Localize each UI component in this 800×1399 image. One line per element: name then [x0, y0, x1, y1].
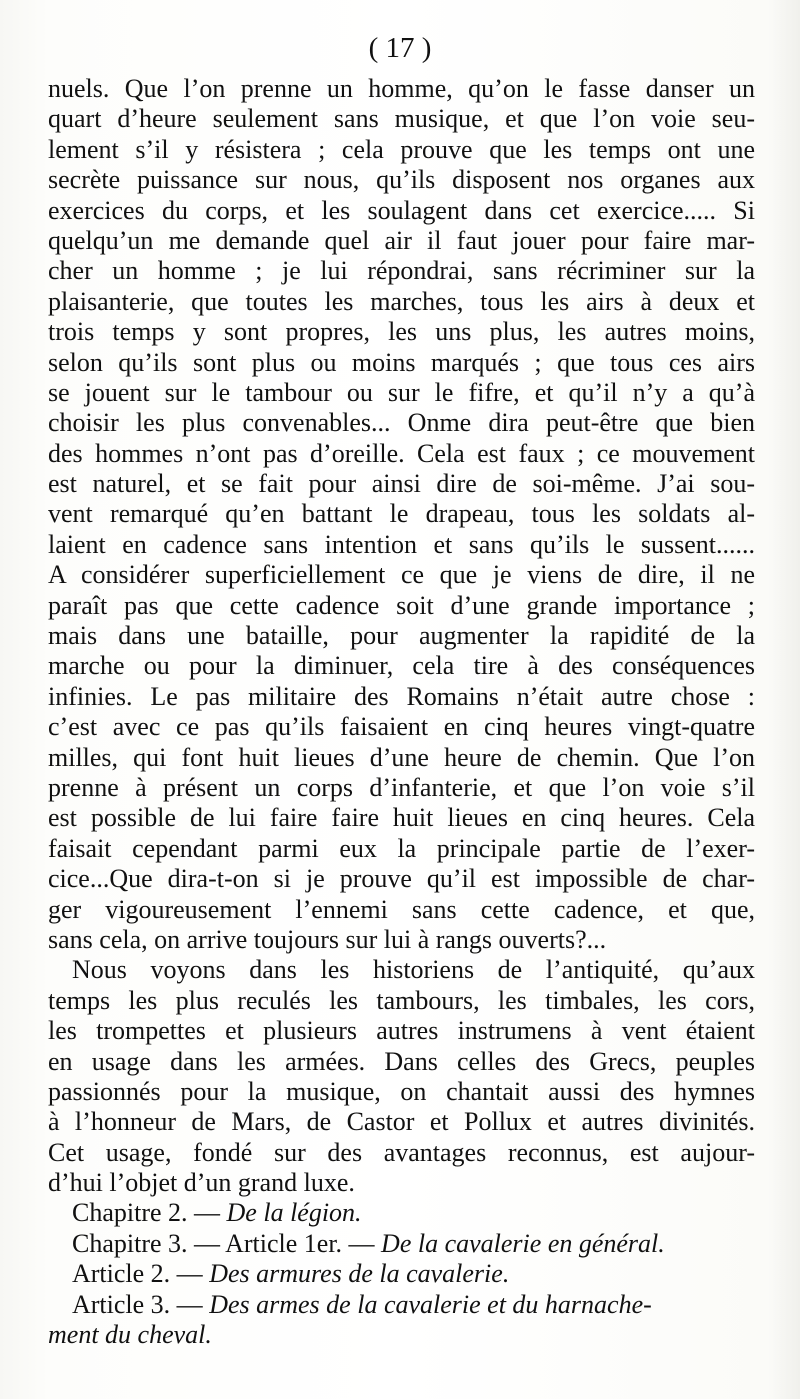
- paragraph-line: temps les plus reculés les tambours, les timbales, les cors,: [48, 985, 755, 1015]
- text-line: faisait cependant parmi eux la principale partie de l’exer-: [48, 833, 755, 863]
- text-line: paraît pas que cette cadence soit d’une grande importance ;: [48, 590, 755, 620]
- text-line: nuels. Que l’on prenne un homme, qu’on le fasse danser un: [48, 74, 755, 103]
- paragraph-line: en usage dans les armées. Dans celles des Grecs, peuples: [48, 1046, 755, 1076]
- toc-title: Des armures de la cavalerie.: [209, 1259, 510, 1289]
- paragraph-line: Cet usage, fondé sur des avantages reconnus, est aujour-: [48, 1137, 755, 1167]
- text-line: se jouent sur le tambour ou sur le fifre, et qu’il n’y a qu’à: [48, 377, 755, 407]
- toc-prefix: Article 2. —: [72, 1259, 210, 1289]
- text-line: est naturel, et se fait pour ainsi dire de soi-même. J’ai sou-: [48, 469, 755, 499]
- toc-entry-article-3: [48, 1290, 755, 1320]
- text-line: plaisanterie, que toutes les marches, tous les airs à deux et: [48, 286, 755, 316]
- toc-title: De la cavalerie en général.: [381, 1228, 665, 1258]
- paragraph-line: Nous voyons dans les historiens de l’antiquité, qu’aux: [72, 955, 755, 985]
- text-line: infinies. Le pas militaire des Romains n’était autre chose :: [48, 681, 755, 711]
- paragraph-line: les trompettes et plusieurs autres instrumens à vent étaient: [48, 1016, 755, 1046]
- body-text: [48, 74, 755, 1350]
- text-line: exercices du corps, et les soulagent dans cet exercice..... Si: [48, 195, 755, 225]
- text-line: lement s’il y résistera ; cela prouve que les temps ont une: [48, 134, 755, 164]
- text-line: A considérer superficiellement ce que je viens de dire, il ne: [48, 560, 755, 590]
- page-number: ( 17 ): [368, 32, 432, 64]
- paragraph-line: d’hui l’objet d’un grand luxe.: [48, 1168, 355, 1198]
- text-line: sans cela, on arrive toujours sur lui à rangs ouverts?...: [48, 924, 607, 954]
- text-line: c’est avec ce pas qu’ils faisaient en cinq heures vingt-quatre: [48, 712, 755, 742]
- paragraph-line: à l’honneur de Mars, de Castor et Pollux et autres divinités.: [48, 1107, 755, 1137]
- toc-entry-article-2: [48, 1259, 755, 1289]
- toc-title: Des armes de la cavalerie et du harnache-: [209, 1289, 652, 1319]
- toc-continuation: ment du cheval.: [48, 1320, 212, 1350]
- toc-prefix: Chapitre 2. —: [72, 1198, 227, 1228]
- text-line: quelqu’un me demande quel air il faut jouer pour faire mar-: [48, 225, 755, 255]
- toc-entry-chapitre-3: [48, 1229, 755, 1259]
- text-line: mais dans une bataille, pour augmenter la rapidité de la: [48, 621, 755, 651]
- text-line: est possible de lui faire faire huit lieues en cinq heures. Cela: [48, 803, 755, 833]
- text-line: vent remarqué qu’en battant le drapeau, tous les soldats al-: [48, 499, 755, 529]
- text-line: laient en cadence sans intention et sans qu’ils le sussent......: [48, 529, 755, 559]
- text-line: trois temps y sont propres, les uns plus, les autres moins,: [48, 317, 755, 347]
- text-line: milles, qui font huit lieues d’une heure de chemin. Que l’on: [48, 742, 755, 772]
- text-line: marche ou pour la diminuer, cela tire à des conséquences: [48, 651, 755, 681]
- toc-title: De la légion.: [226, 1198, 362, 1228]
- text-line: prenne à présent un corps d’infanterie, et que l’on voie s’il: [48, 772, 755, 802]
- text-line: selon qu’ils sont plus ou moins marqués ; que tous ces airs: [48, 347, 755, 377]
- text-line: choisir les plus convenables... Onme dira peut-être que bien: [48, 408, 755, 438]
- toc-prefix: Article 3. —: [72, 1289, 210, 1319]
- toc-entry-chapitre-2: [48, 1198, 755, 1228]
- text-line: quart d’heure seulement sans musique, et que l’on voie seu-: [48, 104, 755, 134]
- text-line: cher un homme ; je lui répondrai, sans récriminer sur la: [48, 256, 755, 286]
- text-line: cice...Que dira-t-on si je prouve qu’il est impossible de char-: [48, 864, 755, 894]
- paragraph-line: passionnés pour la musique, on chantait aussi des hymnes: [48, 1076, 755, 1106]
- text-line: secrète puissance sur nous, qu’ils disposent nos organes aux: [48, 165, 755, 195]
- text-line: des hommes n’ont pas d’oreille. Cela est faux ; ce mouvement: [48, 438, 755, 468]
- toc-prefix: Chapitre 3. — Article 1er. —: [72, 1228, 382, 1258]
- text-line: ger vigoureusement l’ennemi sans cette cadence, et que,: [48, 894, 755, 924]
